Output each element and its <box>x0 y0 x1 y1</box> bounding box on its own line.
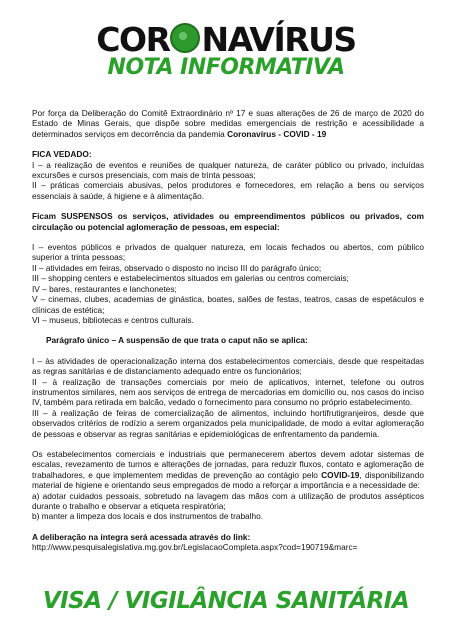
footer-title: VISA / VIGILÂNCIA SANITÁRIA <box>42 588 410 614</box>
suspensos-item: VI – museus, bibliotecas e centros culturais. <box>32 314 194 325</box>
title-part2: NAVÍRUS <box>201 20 356 59</box>
intro-paragraph <box>32 108 424 139</box>
suspensos-item: I – eventos públicos e privados de qualquer natureza, em locais fechados ou abertos, com público superior a trinta pessoas; <box>32 242 424 263</box>
paragrafo-item: III – à realização de feiras de comercialização de alimentos, incluindo hortifrutigranjeiros, desde que observados critérios de rodízio a serem organizados pela municipalidade, de modo a evitar aglomeração de pessoas e observar as regras sanitárias e epidemiológicas de enfrentamento da pandemia. <box>32 407 424 439</box>
estabelecimentos-paragraph <box>32 449 424 491</box>
intro-text: Por força da Deliberação do Comitê Extraordinário nº 17 e suas alterações de 26 de março de 2020 do Estado de Minas Gerais, que dispõe sobre medidas emergenciais de restrição e acessibilidade a determinados serviços em decorrência da pandemia <box>32 108 424 139</box>
page-subtitle: NOTA INFORMATIVA <box>107 55 345 80</box>
suspensos-item: IV – bares, restaurantes e lanchonetes; <box>32 283 177 294</box>
estabelecimentos-item: a) adotar cuidados pessoais, sobretudo na lavagem das mãos com a utilização de produtos assépticos durante o trabalho e observar a etiqueta respiratória; <box>32 490 424 511</box>
estabelecimentos-text1: Os estabelecimentos comerciais e industriais que permanecerem abertos devem adotar sistemas de escalas, revezamento de turnos e alterações de jornadas, para reduzir fluxos, contato e aglomeração de trabalhadores, e que implementem medidas de prevenção ao contágio pelo <box>32 448 424 480</box>
suspensos-heading-rest: os serviços, atividades ou empreendimentos públicos ou privados, com circulação ou potencial aglomeração de pessoas, em especial: <box>32 211 424 232</box>
suspensos-item: III – shopping centers e estabelecimentos situados em galerias ou centros comerciais; <box>32 273 349 284</box>
vedado-item: I – a realização de eventos e reuniões de qualquer natureza, de caráter público ou privado, incluídas excursões e cursos presenciais, com mais de trinta pessoas; <box>32 159 424 181</box>
suspensos-heading <box>32 211 424 232</box>
intro-bold: Coronavírus - COVID - 19 <box>227 128 327 139</box>
estabelecimentos-text2: , disponibilizando material de higiene e orientando seus empregados de modo a reforçar a importância e a necessidade de: <box>32 469 425 491</box>
virus-icon <box>170 23 200 53</box>
link-heading: A deliberação na íntegra será acessada através do link: <box>32 531 251 542</box>
document-body <box>32 108 424 553</box>
header <box>0 22 452 80</box>
suspensos-heading-bold: Ficam SUSPENSOS <box>32 211 113 222</box>
title-part1: COR <box>96 20 170 59</box>
suspensos-item: V – cinemas, clubes, academias de ginástica, boates, salões de festas, teatros, casas de espetáculos e clínicas de estética; <box>32 294 424 315</box>
estabelecimentos-bold: COVID-19 <box>321 469 360 480</box>
suspensos-item: II – atividades em feiras, observado o disposto no inciso III do parágrafo único; <box>32 262 322 273</box>
deliberation-link[interactable]: http://www.pesquisalegislativa.mg.gov.br/LegislacaoCompleta.aspx?cod=190719&marc= <box>32 542 358 553</box>
estabelecimentos-item: b) manter a limpeza dos locais e dos instrumentos de trabalho. <box>32 511 264 522</box>
paragrafo-heading: Parágrafo único – A suspensão de que trata o caput não se aplica: <box>46 335 308 346</box>
paragrafo-item: I – às atividades de operacionalização interna dos estabelecimentos comerciais, desde que respeitadas as regras sanitárias e de distanciamento adequado entre os funcionários; <box>32 355 424 377</box>
vedado-item: II – práticas comerciais abusivas, pelos produtores e fornecedores, em relação a bens ou serviços essenciais à saúde, à higiene e à alimentação. <box>32 180 424 201</box>
page-title <box>96 22 355 58</box>
vedado-heading: FICA VEDADO: <box>32 149 92 160</box>
paragrafo-item: II – à realização de transações comerciais por meio de aplicativos, internet, telefone ou outros instrumentos similares, nem aos serviços de entrega de mercadorias em domicílio ou, nos casos do inciso IV, também para retirada em balcão, vedado o fornecimento para consumo no próprio estabelecimento. <box>32 376 424 408</box>
